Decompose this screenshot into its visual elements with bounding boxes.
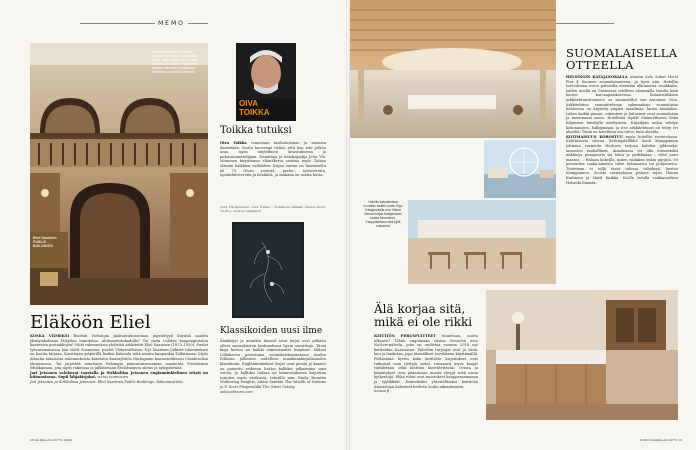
right-page <box>348 0 696 450</box>
ala-korjaa-url: nonew.fi <box>374 389 390 394</box>
hotel-lobby-photo <box>348 0 556 138</box>
harbour-photo <box>484 140 556 198</box>
ala-korjaa-body <box>374 334 478 394</box>
suomalaisella-lead2: KOTIMAISUUS KOROSTUU <box>566 134 624 139</box>
right-folio: 4/2020 SALMELLAN KATTU 19 <box>639 438 682 442</box>
book-cover-title: Eliel Saarinen PUBLIC BUILDINGS <box>33 236 57 249</box>
hotel-terrace-photo <box>408 200 556 284</box>
toikka-book-note: Jutta Ylä-Mononen: Oiva Toikka – Todellisen elämäni (Otava 2020). 39,95 e. artebeyondfamly.fi <box>220 205 326 213</box>
toikka-text: tunnetaan lasilintuistaan ja monista ilmeistään. Mutta harvempi tietää, että hän teki pitkän uran myös näytelmien lavastuksessa ja pukusuunnittelijana. Toimittaja ja tietokirjailija Jetta Ylä-Mononen kirjoittama elämäkerta saattaa myös Toikan elämän kaikkien vaiheiden. Kirjaa varten on haastateltu yli 70 Oivan ystävää, perhe-, työtovereita, opiskelutovereita ja henkilöä, ja mukana on useita kuvia. <box>220 141 326 178</box>
kitchen-photo <box>486 290 678 420</box>
skate-caption: Hotellin katuaineissa muutettu sisältö, kuten Sign Katajanokalla mm. Nämä hieman kirjaa Katajanokan kuulta Seventeen. Kauppakeskus sisä kyllä maisemia <box>363 200 403 228</box>
klassikot-body <box>220 339 326 394</box>
suomalaisella-text3: – Haluan kokeilla, miten viidakon onkin pärjätä. 80 prosenttia raaka-aineista tulee kotimaasta tai pohjoisesta. Tuotetaan ei tullä tässä tulossa väheksyä, kertoo Kemppainen. <box>566 157 678 176</box>
elakoon-title: Eläköön Eliel <box>30 312 151 333</box>
ala-korjaa-title-2: mikä ei ole rikki <box>374 315 473 329</box>
elakoon-lead: KOSKA VIIMEKSI <box>30 334 70 338</box>
suomalaisella-text: avautui Solo Sokos Hotel Pier 4 Suomen suomalaisuuteen, ja hyvä niin. Hotellin tarvoittama ovien puhuvilla eteenkin ulkomaisia asiakkaita, joiden miellä on Suomessa edelleen alemmalla tasolla kuin meren korvaapaiskereissa. Kumariväliksen arkkitehtuuritoimisto on suunnitellut sen Antoinen Ovia. Arkkitehtien suunnittelemia rakennuksia suomalaisia kohteessa on käytetty ympäri maailmaa, kuten tämänkin. Lähes kaikki pinnat, rakenteet ja kalusteet ovat suomalaisia ja menemmin asiaa. Hotellista löydät Säännölliseen Sekä hiljaiseen kävelylle mieltyneen. Kirjailijan aulan tehdyn kokonaiseen, halkipinnan, ja itse arkkitehtuuri on tehty eri alueilta. Tämä on hotellissa osa tulee, kuin alueilta. <box>566 75 679 135</box>
ala-korjaa-title-1: Älä korjaa sitä, <box>374 302 466 316</box>
toikka-cover-text-1: OIVA <box>239 99 258 108</box>
left-folio: 18 SALMELLAN KATTU 4/2020 <box>30 438 73 442</box>
ala-korjaa-text: tunnetaan, mutta ulkoasu? Tähän ongelmaan vastaa Novartin asut NoNew-palvelu, joka on uudistaa vuonna 2018 nyt keittiöihin Kaasuasan. Palvelun tarjoajat ovat jo siinä, kun ja laadukas, jopa täsmälliset tarvikkeen käyttämällä. Pelkästään hyviin koko keittiöön kirjoitukset ovat ratkaisut vain tiettyjä sadat, runsaasti myös kaapit vaihdetaan sekä keittiön kierrätettävää. Ovissa ja kiinnitykset ovat pääasiassa muuta sävyjä sekä uusia kytkentöjä. Ehkä tuhat ovat muutokset kaupparaamnaan ja tyylikkäät. Esimerkiksi yhteisölliseksi keittiöön Ainoastaan kalusteet keittiön kodin aikoutumista. <box>374 334 478 389</box>
memo-rule-right <box>188 23 208 24</box>
elakoon-book-note: Jari Jetsonen ja Sirkkaliisa Jetsonen: Eliel Saarinen Public Buildings. Rakennustieto. <box>30 379 184 384</box>
elakoon-text: Ruotsin Helsingin päärautatieaseman jugendtyyli käyntiä saaden yksityiskohtaan Pohjolan toimitaloa. Aleksanterinkadulla? Tai vasta Lahden kaupungintalon kaarevien portaikkojen? Niitä rakennuksia yhdistää arkkitehti Eliel Saarinen (1873–1950). Puolet tyhvarsinaisessa hän vietti Suomessa, puolet Yhdysvalloissa. Nyt Saarisen julkiset rakennukset on koottu kirjaan. Kuvittajan ympärillä lisäksi Kalevala sekä muuta kaupunkia Tallinnassa. Myös Atlantin takaisista rakennuksista kaavioita Kaavayhtiön Michiganin kansainvälisesti Cranbrookin yliopistossa. Tai järjestää muuttaen Helsingin päärautatieaseman maakunta Presidentin eduskunnan, jota myös rakentaa ja julkistetaan Eteläsuomen oletus ja nykypäivänä. <box>30 334 209 371</box>
toikka-cover-text-2: TOIKKA <box>239 108 270 117</box>
klassikot-title: Klassikoiden uusi ilme <box>220 326 323 336</box>
suomalaisella-title-2: OTTEELLA <box>566 58 634 72</box>
classics-book-photo <box>232 222 304 318</box>
suomalaisella-text2: myös hotellin ravintolassa. Katutasossa olevan, keittiöpäällikkö Sauli Kemppainen johtama ravintola Harborn tarjoaa kahden gildeaska-annosten rauhallinen. Annoksissa voi olla esimerkiksi mikkaeja punajuurta tai lohta ja porkkanaa – vähä juuri maassa. <box>566 134 678 162</box>
suomalaisella-lead: HELSINGIN KATAJANOKALLA <box>566 75 628 79</box>
memo-rule-left <box>80 23 155 24</box>
memo-label: MEMO <box>158 20 185 27</box>
saarinen-book-cover <box>30 232 68 290</box>
klassikot-url: aalsoeditions.com <box>220 389 253 394</box>
elakoon-body <box>30 334 208 385</box>
toikka-book-cover <box>236 43 296 121</box>
photo-caption: Kansallisteatterissa Pohjolan toimitalossa paljaat palkaistuvat pilarit. Tilaa suomea Hotel Camp Finland. Ulkoseinien varsinainen koristelu tarkoittaa kirjakaupan Taideteos ja sisätilat kuihtuvat. <box>152 50 199 74</box>
klassikot-text: Äänikirjat ja muutkin huonot sivut kirjat ovat pitkään olleet suomalaisten keskuudessa hyvin suosittuja. Tämä kirja kertoo ne kaikki viimeisimmät lisäykset. Mikael Lilliukseen perustama suomalaiskustantamo Aarlon Editions julkaisee uudelleen maailmankirjallisuuden klassikoita. Englanninkieliset kirjat ovat pieniä ja kannet on painettu erikseen lisäksi kalliiksi julkaisuina uusi versio, ja kalliiksi haluaa ne kiinnostukseen kirjoittaa tarjoten myös värikuvia, tekstillä mm. Emily Brontën Wuthering Heights, Adam Smithin The Wealth of Nations ja F. Scott Fitzgeraldin The Great Gatsby. <box>220 339 326 389</box>
suomalaisella-body <box>566 75 678 185</box>
toikka-title: Toikka tutuksi <box>220 125 292 136</box>
toikka-lead: Oiva Toikka <box>220 141 247 145</box>
ala-korjaa-lead: KEITTIÖN PERUSPUITTEET <box>374 334 436 338</box>
elakoon-text2: Jari Jetsonen valokuvat taustalla ja Sirkkaliisa Jetsonen englanninkielinen teksti on kiinnostavaa. Sopii lahjakirjaksi. <box>30 370 208 380</box>
suomalaisella-text4: Suosta ravintolassa pääsee myös Hanna Kuittinen ja Matti Kuikka. Soolla tavalla vaikkamatkan Helsinki-ilmasta. <box>566 171 678 185</box>
elakoon-credit: MARIA KORHONEN <box>97 375 129 380</box>
toikka-body <box>220 141 326 178</box>
spread-gutter <box>346 0 350 450</box>
suomalaisella-title-1: SUOMALAISELLA <box>566 46 678 60</box>
